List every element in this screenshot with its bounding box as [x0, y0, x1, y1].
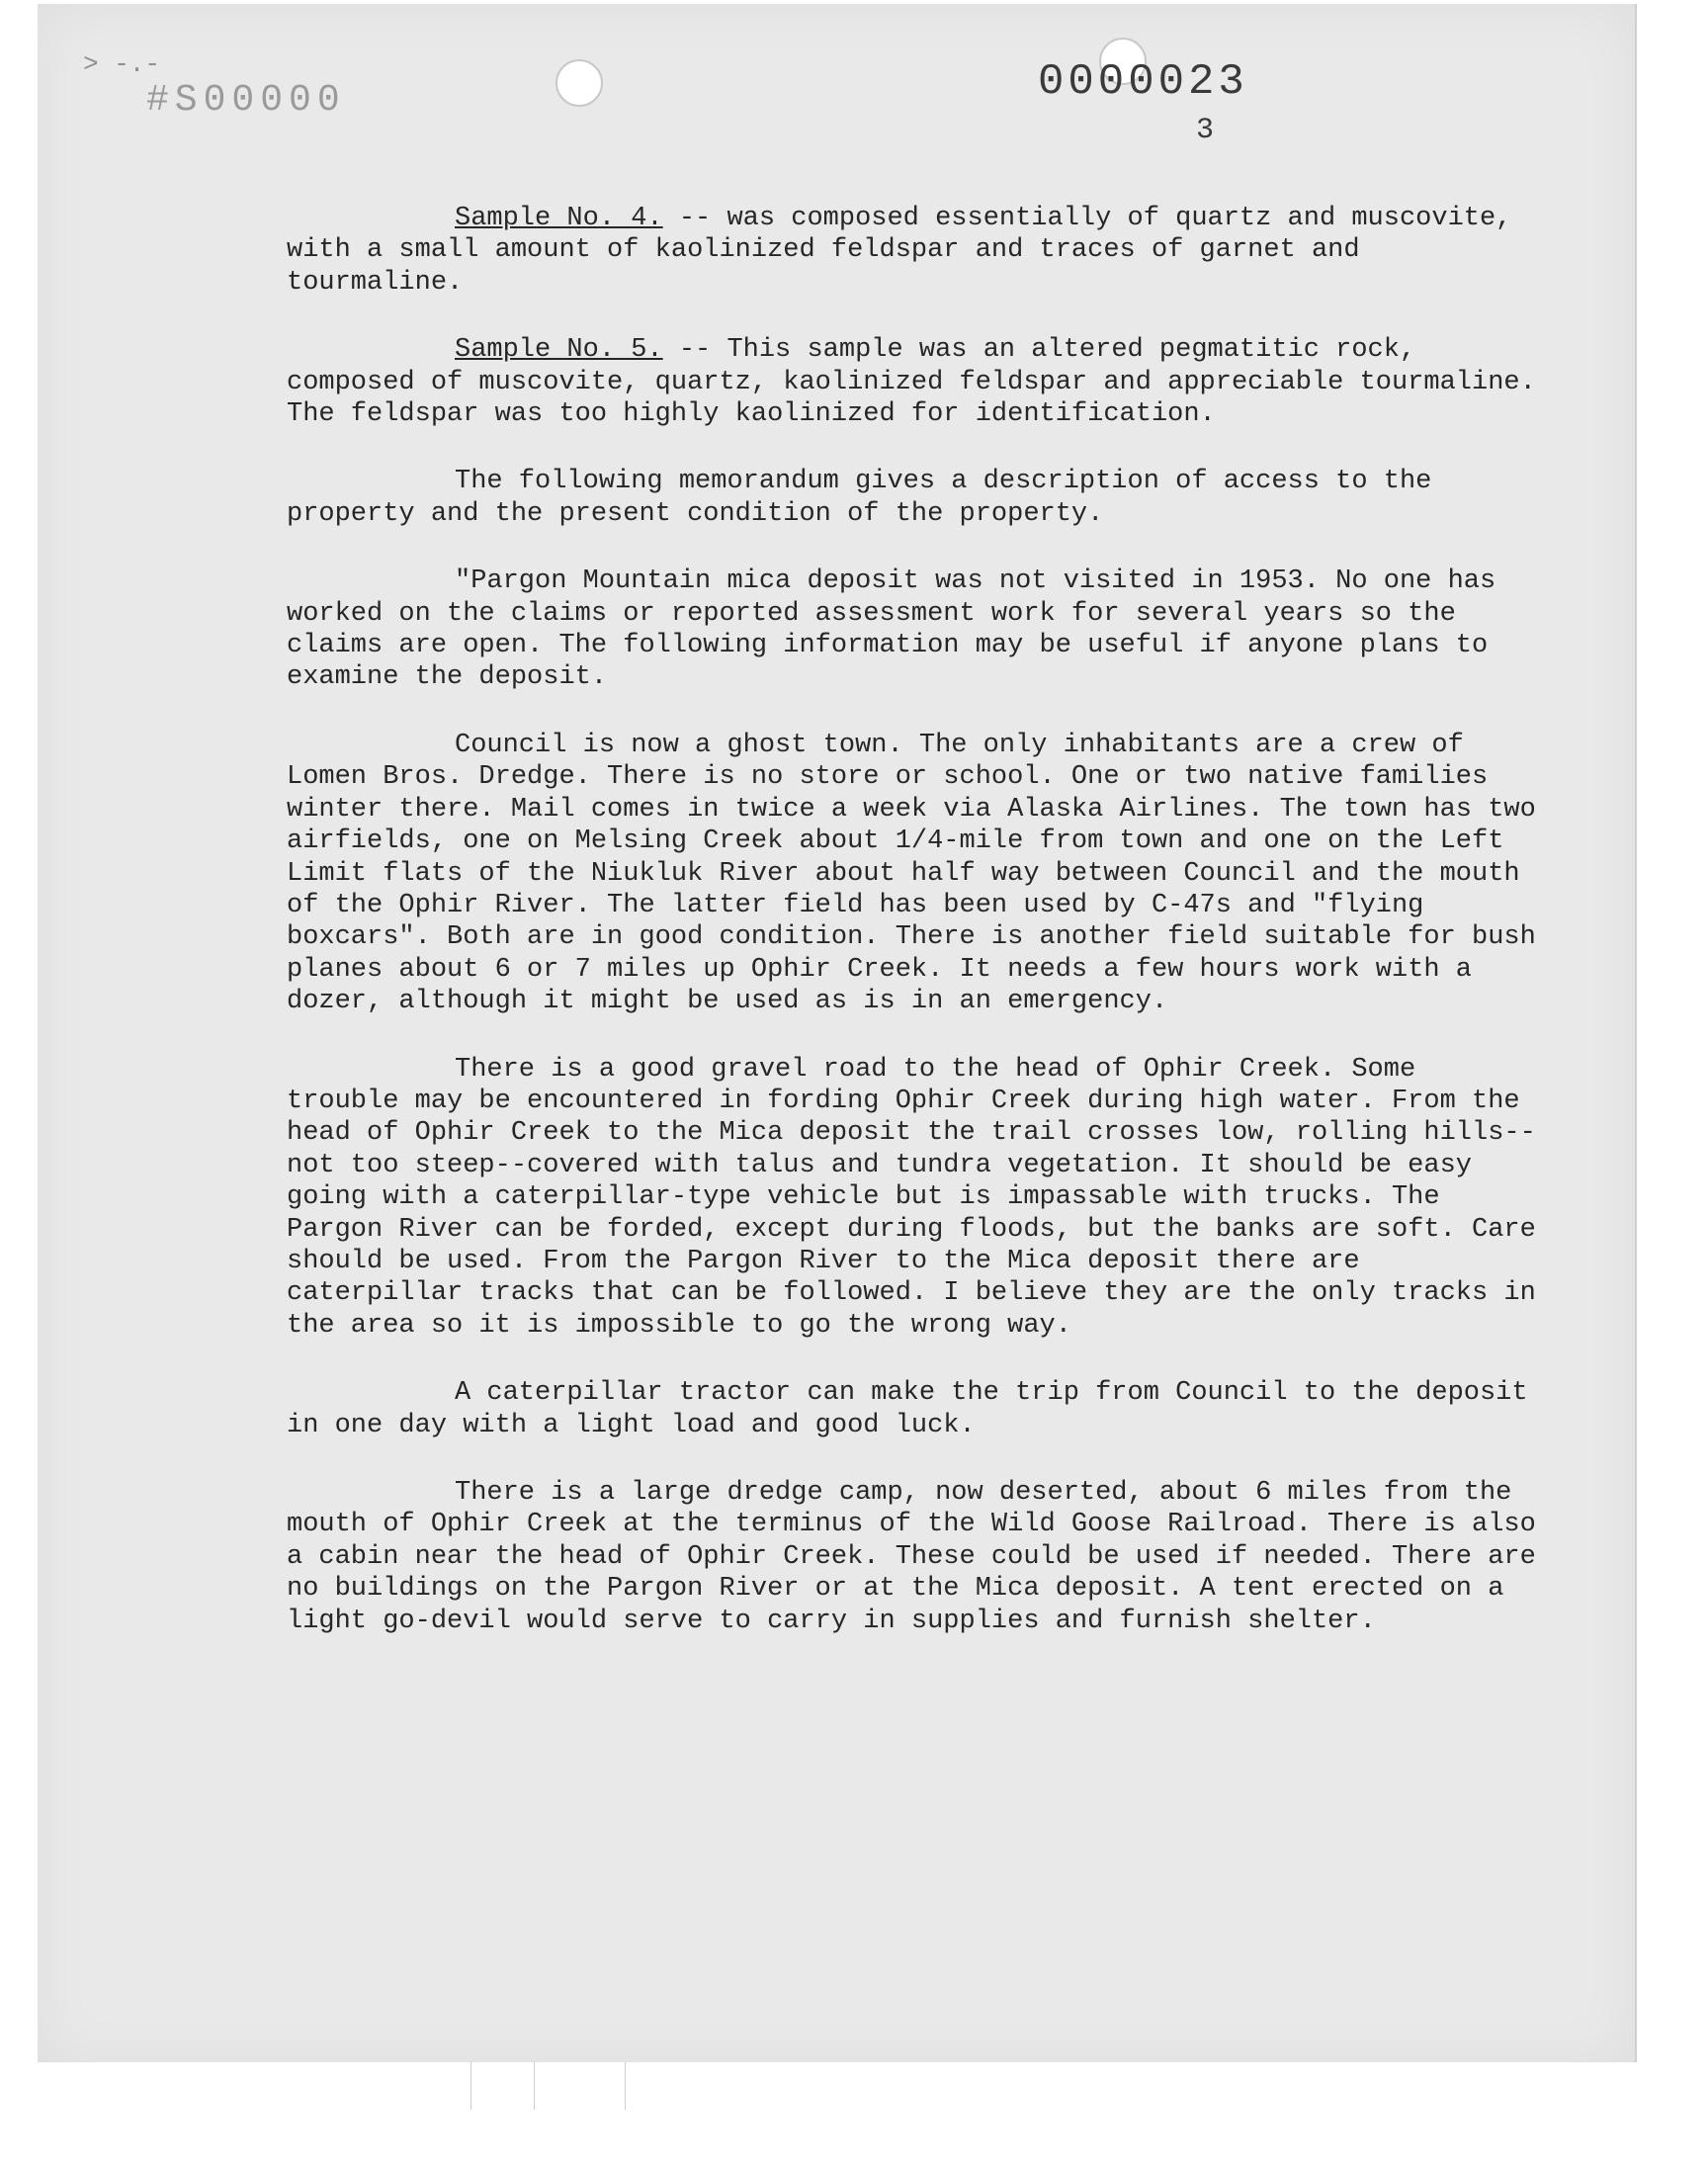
- paragraph-text: The following memorandum gives a description of access to the property and the present condition of the property.: [287, 467, 1432, 529]
- sample-label: Sample No. 5.: [455, 335, 663, 366]
- sample-label: Sample No. 4.: [455, 204, 663, 233]
- paragraph-sample-5: [287, 334, 1542, 430]
- paragraph-text: There is a large dredge camp, now deserted, about 6 miles from the mouth of Ophir Creek at the terminus of the Wild Goose Railroad. There is also a cabin near the head of Ophir Creek. These could be used if needed. There are no buildings on the Pargon River or at the Mica deposit. A tent erected on a light go-devil would serve to carry in supplies and furnish shelter.: [287, 1478, 1536, 1636]
- page-number: 3: [1196, 114, 1215, 147]
- paragraph-dredge-camp: [287, 1477, 1542, 1637]
- paragraph-text: A caterpillar tractor can make the trip from Council to the deposit in one day with a light load and good luck.: [287, 1378, 1528, 1440]
- paragraph-pargon-deposit: [287, 566, 1542, 694]
- paragraph-memorandum-intro: [287, 466, 1542, 530]
- document-number: 0000023: [1038, 57, 1248, 107]
- scan-artifact-line: [625, 2062, 626, 2110]
- corner-stamp: #S00000: [146, 79, 346, 122]
- paragraph-tractor: [287, 1377, 1542, 1441]
- paragraph-sample-4: [287, 203, 1542, 299]
- paragraph-text: -- This sample was an altered pegmatitic rock, composed of muscovite, quartz, kaolinized feldspar and appreciable tourmaline. The feldspar was too highly kaolinized for identification.: [287, 335, 1536, 430]
- corner-marks: > -.-: [83, 49, 161, 79]
- scan-artifact-line: [470, 2062, 471, 2110]
- scan-margin: [0, 2062, 1708, 2175]
- paragraph-text: "Pargon Mountain mica deposit was not visited in 1953. No one has worked on the claims or reported assessment work for several years so the claims are open. The following information may be useful if anyone plans to examine the deposit.: [287, 566, 1496, 693]
- paragraph-text: There is a good gravel road to the head of Ophir Creek. Some trouble may be encountered in fording Ophir Creek during high water. From the head of Ophir Creek to the Mica deposit the trail crosses low, rolling hills--not too steep--covered with talus and tundra vegetation. It should be easy going with a caterpillar-type vehicle but is impassable with trucks. The Pargon River can be forded, except during floods, but the banks are soft. Care should be used. From the Pargon River to the Mica deposit there are caterpillar tracks that can be followed. I believe they are the only tracks in the area so it is impossible to go the wrong way.: [287, 1054, 1536, 1341]
- document-body: [287, 203, 1542, 1673]
- punch-hole-left: [555, 59, 603, 107]
- paragraph-text: -- was composed essentially of quartz and muscovite, with a small amount of kaolinized feldspar and traces of garnet and tourmaline.: [287, 204, 1512, 298]
- paragraph-text: Council is now a ghost town. The only inhabitants are a crew of Lomen Bros. Dredge. There is no store or school. One or two native families winter there. Mail comes in twice a week via Alaska Airlines. The town has two airfields, one on Melsing Creek about 1/4-mile from town and one on the Left Limit flats of the Niukluk River about half way between Council and the mouth of the Ophir River. The latter field has been used by C-47s and "flying boxcars". Both are in good condition. There is another field suitable for bush planes about 6 or 7 miles up Ophir Creek. It needs a few hours work with a dozer, although it might be used as is in an emergency.: [287, 730, 1536, 1017]
- scan-artifact-line: [534, 2062, 535, 2110]
- paragraph-road: [287, 1054, 1542, 1343]
- paragraph-council: [287, 730, 1542, 1018]
